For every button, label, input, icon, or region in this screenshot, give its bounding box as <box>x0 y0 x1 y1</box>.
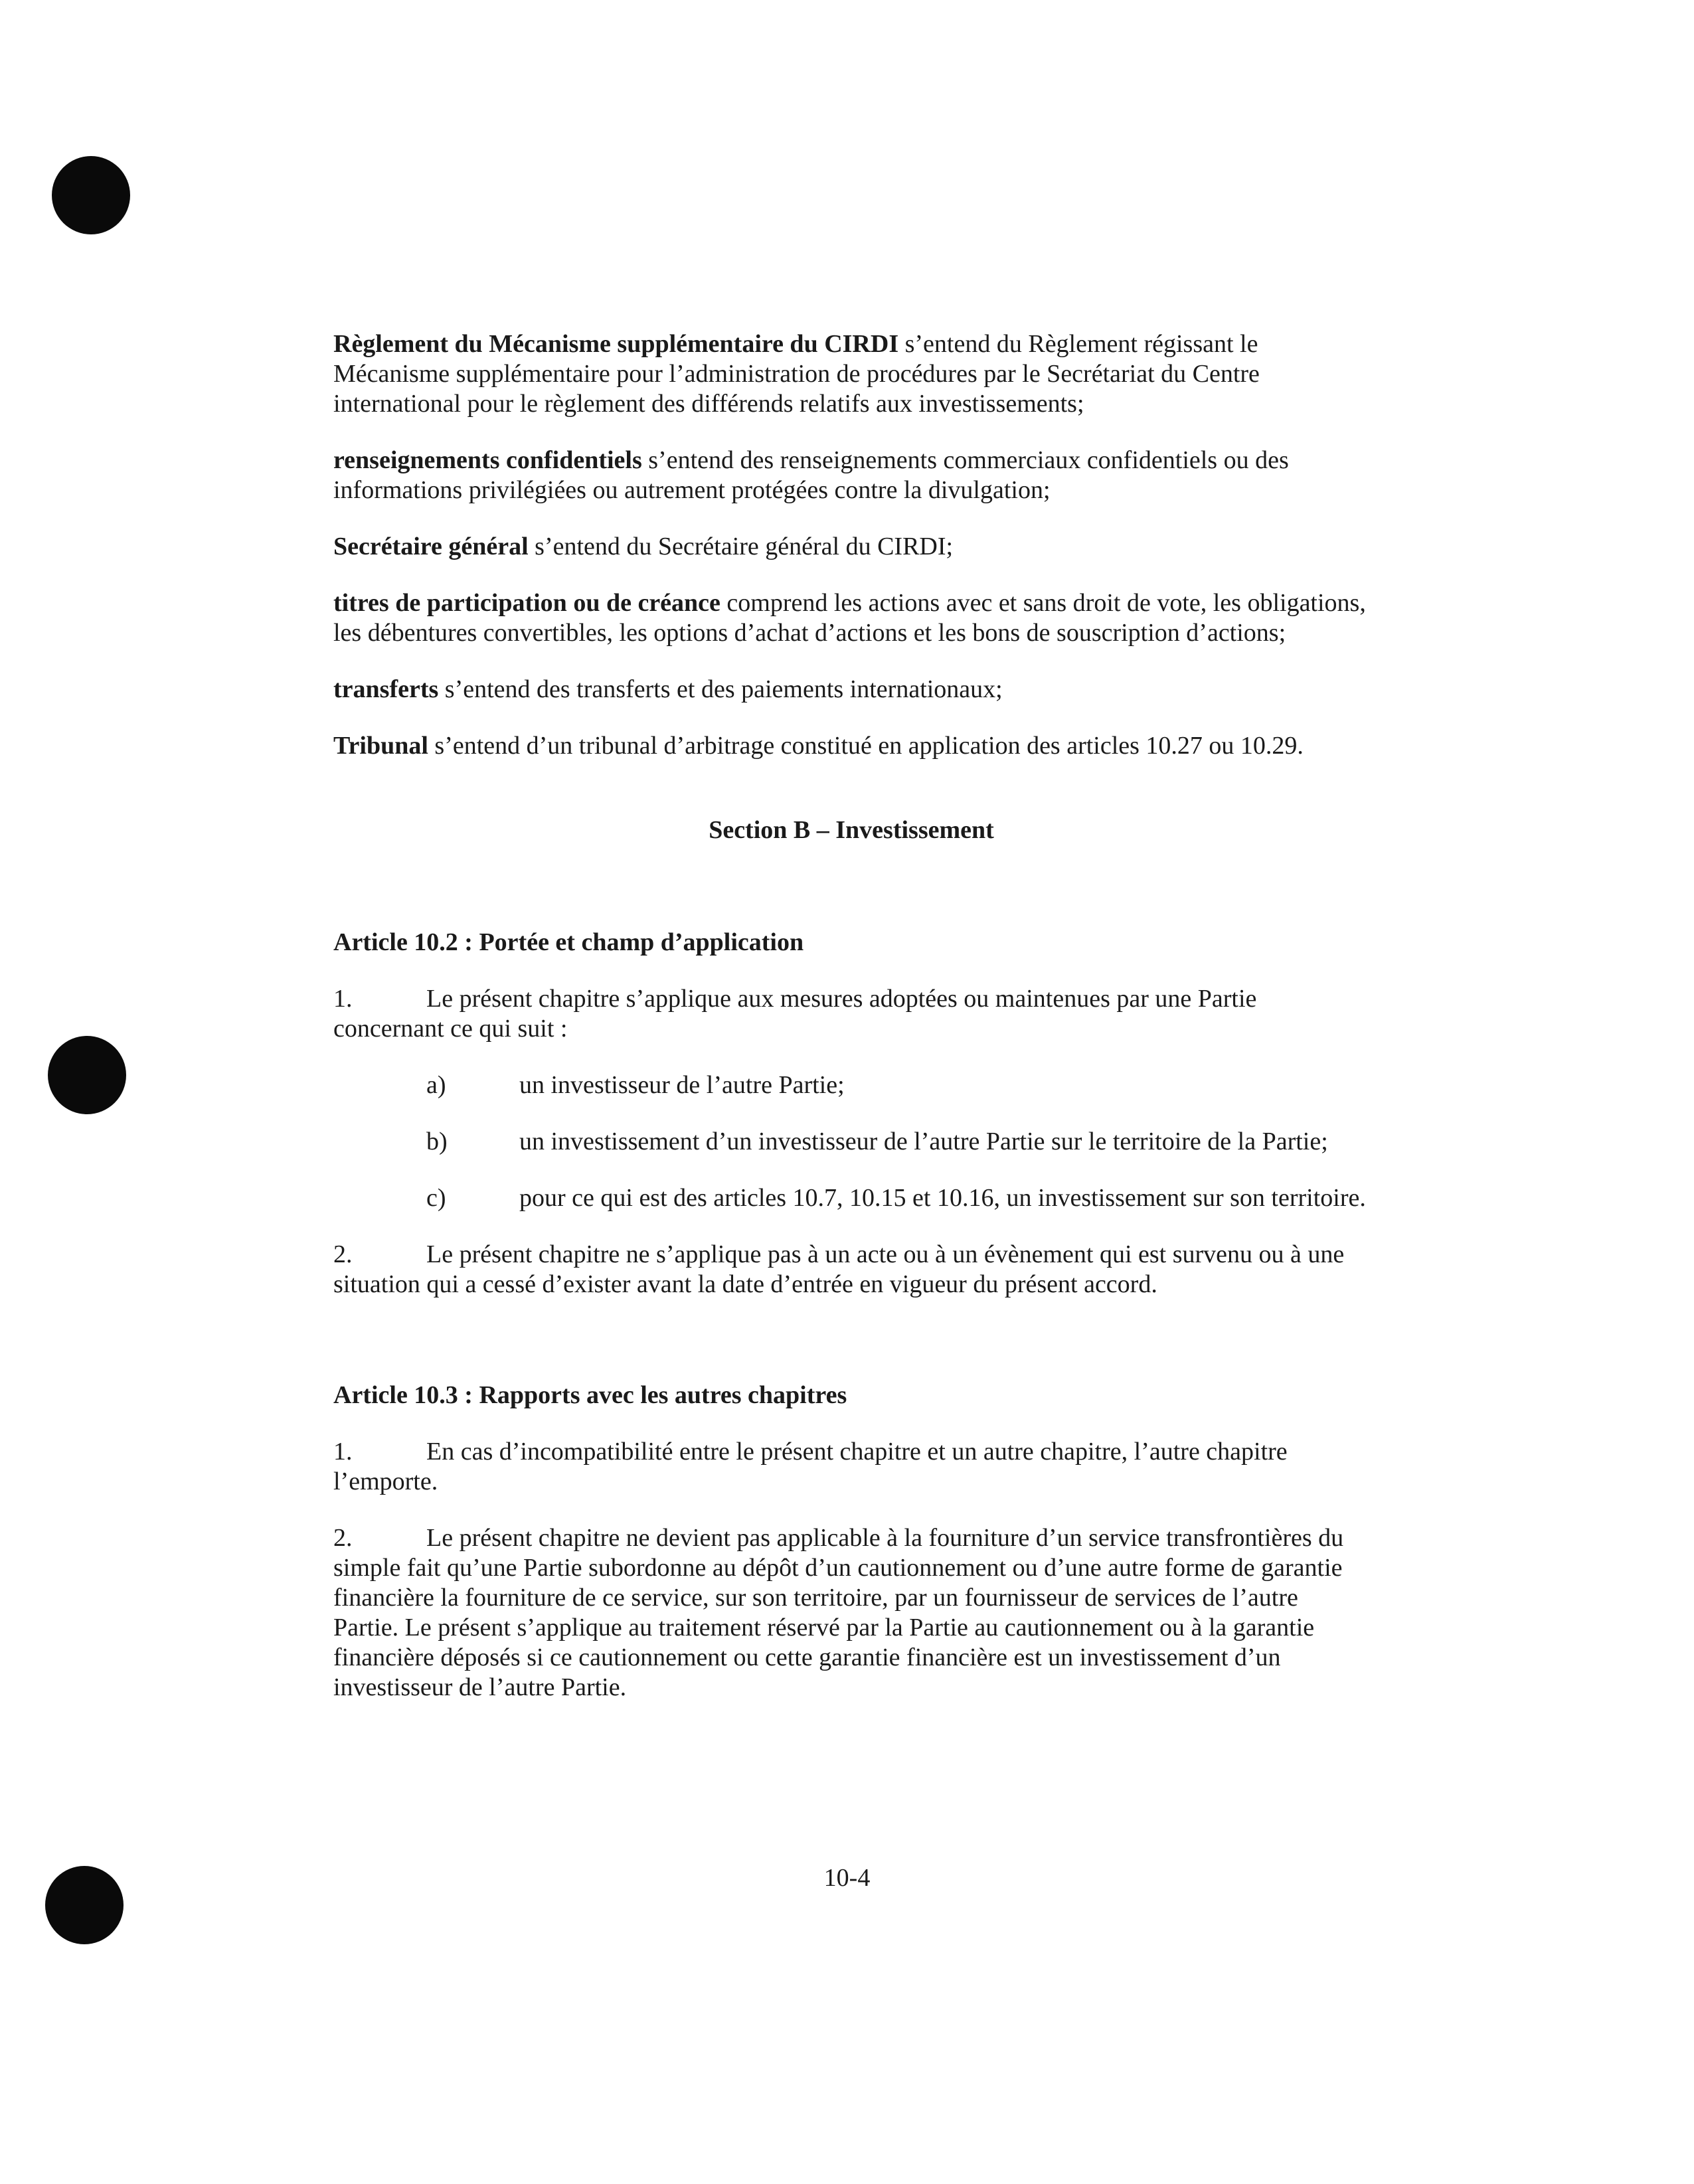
paragraph-text: En cas d’incompatibilité entre le présent chapitre et un autre chapitre, l’autre chapitre l’emporte. <box>333 1438 1288 1495</box>
paragraph-text: Le présent chapitre ne devient pas applicable à la fourniture d’un service transfrontières du simple fait qu’une Partie subordonne au dépôt d’un cautionnement ou d’une autre forme de garantie financière la fourniture de ce service, sur son territoire, par un fournisseur de services de l’autre Partie. Le présent s’applique au traitement réservé par la Partie au cautionnement ou à la garantie financière déposés si ce cautionnement ou cette garantie financière est un investissement d’un investisseur de l’autre Partie. <box>333 1524 1344 1701</box>
definition-term: Tribunal <box>333 732 428 760</box>
paragraph-number: 2. <box>333 1240 353 1268</box>
document-body <box>333 329 1369 1729</box>
list-item-letter: c) <box>426 1184 446 1212</box>
list-item-c <box>426 1183 1369 1213</box>
definition-securities <box>333 588 1369 648</box>
definition-term: Secrétaire général <box>333 533 529 560</box>
paragraph-number: 1. <box>333 1438 353 1466</box>
list-item-text: un investissement d’un investisseur de l’autre Partie sur le territoire de la Partie; <box>519 1128 1328 1155</box>
definition-text: s’entend d’un tribunal d’arbitrage constitué en application des articles 10.27 ou 10.29. <box>428 732 1304 760</box>
paragraph-text: Le présent chapitre s’applique aux mesures adoptées ou maintenues par une Partie concernant ce qui suit : <box>333 985 1257 1043</box>
punch-hole-top <box>52 156 130 234</box>
list-item-a <box>426 1070 1369 1100</box>
list-item-letter: a) <box>426 1071 446 1099</box>
definition-text: s’entend du Secrétaire général du CIRDI; <box>528 533 954 560</box>
article-10-2-paragraph-2 <box>333 1240 1369 1300</box>
article-10-3-title: Article 10.3 : Rapports avec les autres chapitres <box>333 1381 847 1409</box>
list-item-text: un investisseur de l’autre Partie; <box>519 1071 845 1099</box>
punch-hole-middle <box>48 1036 126 1114</box>
list-item-letter: b) <box>426 1128 448 1155</box>
definition-icsid-rules <box>333 329 1369 419</box>
definition-term: renseignements confidentiels <box>333 446 642 474</box>
definition-tribunal <box>333 731 1369 761</box>
definition-text: s’entend du Règlement régissant le Mécanisme supplémentaire pour l’administration de procédures par le Secrétariat du Centre international pour le règlement des différends relatifs aux investissements; <box>333 330 1260 418</box>
section-heading: Section B – Investissement <box>709 816 994 844</box>
article-10-3-paragraph-1 <box>333 1437 1369 1497</box>
article-10-2-title: Article 10.2 : Portée et champ d’application <box>333 928 804 956</box>
definition-text: s’entend des transferts et des paiements internationaux; <box>438 675 1003 703</box>
definition-confidential-info <box>333 446 1369 505</box>
definition-term: Règlement du Mécanisme supplémentaire du CIRDI <box>333 330 899 358</box>
definition-secretary-general <box>333 532 1369 562</box>
paragraph-text: Le présent chapitre ne s’applique pas à un acte ou à un évènement qui est survenu ou à une situation qui a cessé d’exister avant la date d’entrée en vigueur du présent accord. <box>333 1240 1345 1298</box>
page-number: 10-4 <box>823 1864 871 1892</box>
list-item-text: pour ce qui est des articles 10.7, 10.15 et 10.16, un investissement sur son territoire. <box>519 1184 1366 1212</box>
article-10-2-paragraph-1 <box>333 984 1369 1044</box>
definition-term: titres de participation ou de créance <box>333 589 720 617</box>
paragraph-number: 2. <box>333 1524 353 1552</box>
paragraph-number: 1. <box>333 985 353 1013</box>
definition-text: s’entend des renseignements commerciaux confidentiels ou des informations privilégiées ou autrement protégées contre la divulgation; <box>333 446 1289 504</box>
definition-term: transferts <box>333 675 439 703</box>
definition-text: comprend les actions avec et sans droit de vote, les obligations, les débentures convertibles, les options d’achat d’actions et les bons de souscription d’actions; <box>333 589 1366 647</box>
article-10-3-paragraph-2 <box>333 1523 1369 1703</box>
definition-transfers <box>333 675 1369 705</box>
list-item-b <box>426 1127 1369 1157</box>
